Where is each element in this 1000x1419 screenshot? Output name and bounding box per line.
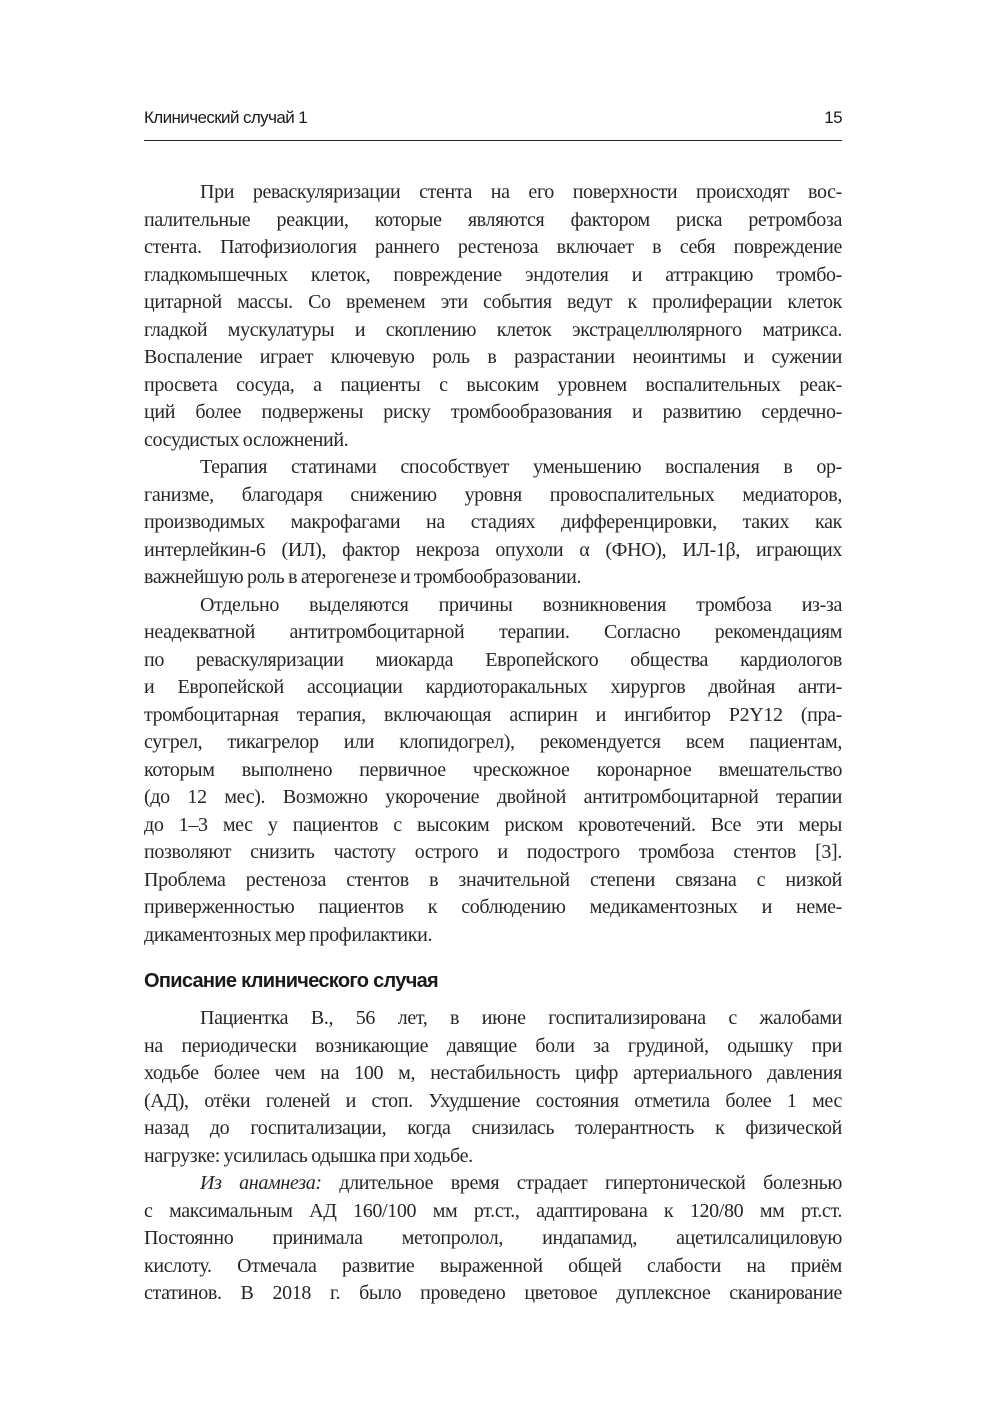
paragraph-line: до 1–3 мес у пациентов с высоким риском кровотечений. Все эти меры <box>144 813 842 836</box>
paragraph-line: ций более подвержены риску тромбообразования и развитию сердечно- <box>144 401 842 423</box>
paragraph-line: (до 12 мес). Возможно укорочение двойной антитромбоцитарной терапии <box>144 786 842 808</box>
paragraph-line: стента. Патофизиология раннего рестеноза включает в себя повреждение <box>144 236 842 258</box>
section-body-2 <box>144 1005 842 1308</box>
header-rule <box>144 140 842 141</box>
paragraph-line: Постоянно принимала метопролол, индапамид, ацетилсалициловую <box>144 1227 842 1249</box>
section-heading: Описание клинического случая <box>144 970 438 992</box>
paragraph-line: на периодически возникающие давящие боли за грудиной, одышку при <box>144 1034 842 1057</box>
paragraph-line: интерлейкин-6 (ИЛ), фактор некроза опухоли α (ФНО), ИЛ-1β, играющих <box>144 538 842 561</box>
paragraph-line: ганизме, благодаря снижению уровня провоспалительных медиаторов, <box>144 483 842 506</box>
paragraph-line: позволяют снизить частоту острого и подострого тромбоза стентов [3]. <box>144 841 842 863</box>
paragraph-line: нагрузке: усилилась одышка при ходьбе. <box>144 1144 473 1167</box>
paragraph-line: важнейшую роль в атерогенезе и тромбообразовании. <box>144 566 582 588</box>
paragraph-line: просвета сосуда, а пациенты с высоким уровнем воспалительных реак- <box>144 373 842 396</box>
paragraph-line: дикаментозных мер профилактики. <box>144 923 433 946</box>
paragraph-line: неадекватной антитромбоцитарной терапии. Согласно рекомендациям <box>144 621 842 643</box>
running-title: Клинический случай 1 <box>144 108 308 127</box>
section-body-1 <box>144 179 842 949</box>
paragraph-line: цитарной массы. Со временем эти события ведут к пролиферации клеток <box>144 291 842 313</box>
paragraph-line: назад до госпитализации, когда снизилась толерантность к физической <box>144 1117 842 1139</box>
paragraph-line: по реваскуляризации миокарда Европейского общества кардиологов <box>144 648 842 671</box>
anamnesis-label: Из анамнеза: <box>200 1172 322 1194</box>
paragraph-line: производимых макрофагами на стадиях дифференцировки, таких как <box>144 511 842 533</box>
page-number: 15 <box>824 108 842 127</box>
paragraph-line: кислоту. Отмечала развитие выраженной общей слабости на приём <box>144 1254 842 1277</box>
paragraph-line: которым выполнено первичное чрескожное коронарное вмешательство <box>144 758 842 781</box>
paragraph-line: Пациентка В., 56 лет, в июне госпитализирована с жалобами <box>200 1007 842 1029</box>
paragraph-line: ходьбе более чем на 100 м, нестабильность цифр артериального давления <box>144 1062 842 1084</box>
paragraph-line: и Европейской ассоциации кардиоторакальных хирургов двойная анти- <box>144 676 842 698</box>
paragraph-line: Из анамнеза: длительное время страдает гипертонической болезнью <box>200 1172 842 1194</box>
paragraph-line: Отдельно выделяются причины возникновения тромбоза из-за <box>200 593 842 616</box>
paragraph-line: с максимальным АД 160/100 мм рт.ст., адаптирована к 120/80 мм рт.ст. <box>144 1199 842 1222</box>
running-header <box>144 108 842 130</box>
paragraph-line: гладкой мускулатуры и скоплению клеток экстрацеллюлярного матрикса. <box>144 318 842 341</box>
paragraph-line: тромбоцитарная терапия, включающая аспирин и ингибитор P2Y12 (пра- <box>144 703 842 726</box>
paragraph-line: сугрел, тикагрелор или клопидогрел), рекомендуется всем пациентам, <box>144 731 842 753</box>
paragraph-line: При реваскуляризации стента на его поверхности происходят вос- <box>200 181 842 203</box>
paragraph-line: приверженностью пациентов к соблюдению медикаментозных и неме- <box>144 896 842 918</box>
paragraph-line: палительные реакции, которые являются фактором риска ретромбоза <box>144 208 842 231</box>
paragraph-line: сосудистых осложнений. <box>144 428 349 451</box>
paragraph-line: Проблема рестеноза стентов в значительной степени связана с низкой <box>144 868 842 891</box>
paragraph-line: Терапия статинами способствует уменьшению воспаления в ор- <box>200 456 842 478</box>
paragraph-line: Воспаление играет ключевую роль в разрастании неоинтимы и сужении <box>144 346 842 368</box>
paragraph-line: статинов. В 2018 г. было проведено цветовое дуплексное сканирование <box>144 1282 842 1304</box>
paragraph-line: гладкомышечных клеток, повреждение эндотелия и аттракцию тромбо- <box>144 263 842 286</box>
paragraph-line: (АД), отёки голеней и стоп. Ухудшение состояния отметила более 1 мес <box>144 1089 842 1112</box>
